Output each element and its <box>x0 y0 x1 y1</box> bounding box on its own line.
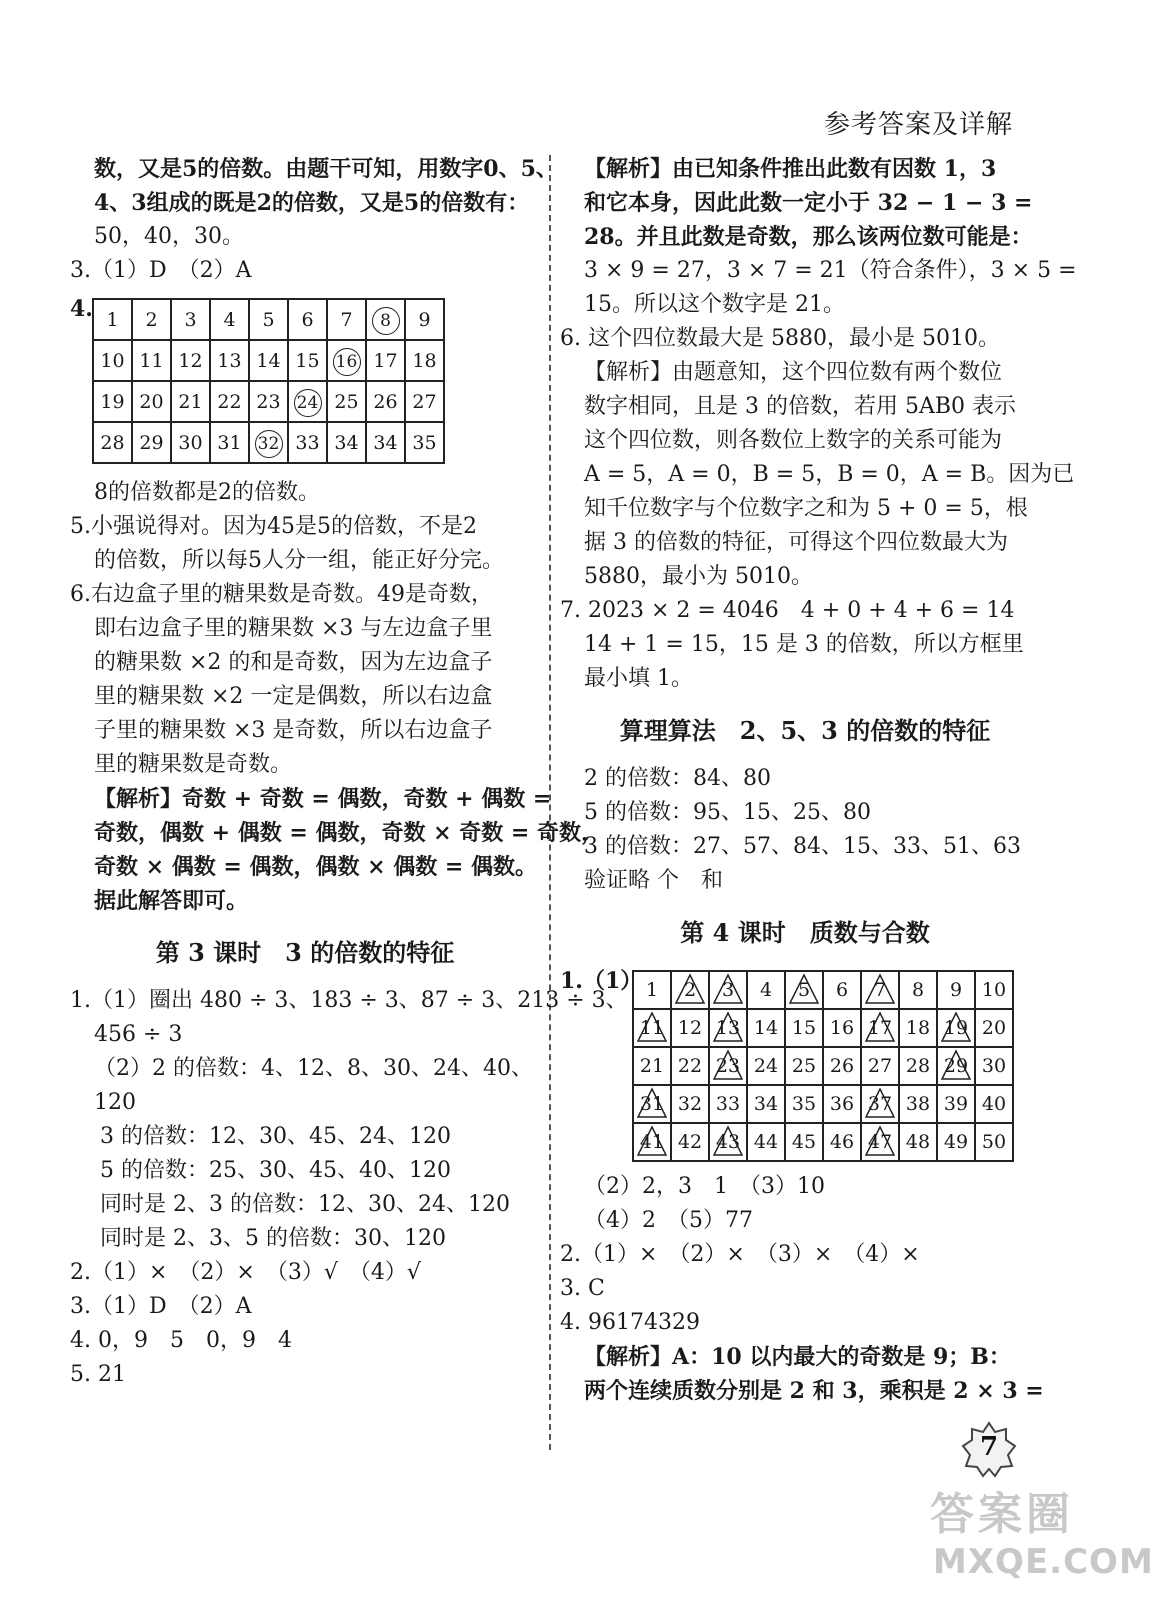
grid-cell <box>937 1085 975 1123</box>
grid-cell <box>861 1047 899 1085</box>
grid-cell <box>899 971 937 1009</box>
grid-row <box>93 381 444 422</box>
cell-number: 4 <box>759 979 773 1001</box>
grid-cell <box>405 381 444 422</box>
analysis-text: 奇数 × 偶数 = 偶数，偶数 × 偶数 = 偶数。 <box>94 854 538 880</box>
answer-item: 6.右边盒子里的糖果数是奇数。49是奇数， <box>70 582 493 607</box>
cell-number: 11 <box>639 1017 665 1039</box>
cell-number: 41 <box>639 1131 665 1153</box>
grid-cell <box>93 381 132 422</box>
answer-text: 同时是 2、3、5 的倍数：30、120 <box>100 1226 446 1251</box>
grid-cell <box>405 340 444 381</box>
cell-number: 7 <box>873 979 887 1001</box>
cell-number: 1 <box>645 979 659 1001</box>
grid-cell <box>327 381 366 422</box>
grid-cell <box>171 299 210 340</box>
grid-cell <box>93 299 132 340</box>
cell-number: 14 <box>256 349 281 372</box>
grid-cell <box>747 1123 785 1161</box>
answer-item: 5.小强说得对。因为45是5的倍数，不是2 <box>70 514 477 539</box>
watermark-text: 答案圈 <box>930 1489 1074 1540</box>
cell-number: 36 <box>829 1093 855 1115</box>
cell-number: 34 <box>334 431 359 454</box>
multiples-grid-block <box>70 292 540 470</box>
analysis-text: 据 3 的倍数的特征，可得这个四位数最大为 <box>584 530 1008 555</box>
watermark <box>925 1470 1154 1590</box>
grid-cell <box>366 299 405 340</box>
grid-cell <box>633 971 671 1009</box>
analysis-text: 和它本身，因此此数一定小于 32 − 1 − 3 = <box>584 190 1033 216</box>
answer-item-number: 4. <box>70 296 93 322</box>
grid-cell <box>671 1009 709 1047</box>
answer-text: （2）2，3 1 （3）10 <box>584 1174 825 1199</box>
watermark-url: MXQE.COM <box>933 1542 1154 1582</box>
grid-row <box>633 971 1013 1009</box>
cell-number: 8 <box>911 979 925 1001</box>
cell-number: 24 <box>753 1055 779 1077</box>
answer-text: 验证略 个 和 <box>584 868 723 893</box>
grid-cell <box>132 381 171 422</box>
cell-number: 40 <box>981 1093 1007 1115</box>
analysis-text: 【解析】由题意知，这个四位数有两个数位 <box>584 360 1003 385</box>
analysis-text: 【解析】奇数 + 奇数 = 偶数，奇数 + 偶数 = <box>94 786 552 812</box>
section-heading: 第 4 课时 质数与合数 <box>680 918 930 947</box>
cell-number: 12 <box>677 1017 703 1039</box>
cell-number: 17 <box>373 349 398 372</box>
cell-number: 3 <box>721 979 735 1001</box>
grid-cell <box>327 299 366 340</box>
grid-cell <box>405 422 444 463</box>
cell-number: 18 <box>412 349 437 372</box>
cell-number: 6 <box>301 308 314 331</box>
analysis-text: 28。并且此数是奇数，那么该两位数可能是： <box>584 224 1033 250</box>
grid-row <box>93 340 444 381</box>
prime-cell <box>633 1009 671 1047</box>
analysis-text: 这个四位数，则各数位上数字的关系可能为 <box>584 428 1003 453</box>
prime-cell <box>861 971 899 1009</box>
grid-row <box>633 1085 1013 1123</box>
cell-number: 5 <box>797 979 811 1001</box>
grid-cell <box>823 971 861 1009</box>
cell-number: 11 <box>139 349 164 372</box>
cell-number: 44 <box>753 1131 779 1153</box>
grid-cell <box>132 340 171 381</box>
answer-text: 的倍数，所以每5人分一组，能正好分完。 <box>94 548 504 573</box>
grid-cell <box>899 1009 937 1047</box>
answer-text: 的糖果数 ×2 的和是奇数，因为左边盒子 <box>94 650 493 675</box>
cell-number: 29 <box>943 1055 969 1077</box>
grid-cell <box>823 1085 861 1123</box>
analysis-text: 5880，最小为 5010。 <box>584 564 813 589</box>
prime-cell <box>709 1047 747 1085</box>
grid-cell <box>249 381 288 422</box>
prime-cell <box>633 1085 671 1123</box>
grid-cell <box>366 340 405 381</box>
cell-number: 35 <box>791 1093 817 1115</box>
cell-number: 30 <box>981 1055 1007 1077</box>
answer-text: 3 的倍数：12、30、45、24、120 <box>100 1124 451 1149</box>
analysis-text: A = 5，A = 0，B = 5，B = 0，A = B。因为已 <box>584 462 1075 487</box>
prime-cell <box>709 971 747 1009</box>
answer-text: 里的糖果数 ×2 一定是偶数，所以右边盒 <box>94 684 493 709</box>
answer-item: 2.（1）× （2）× （3）√ （4）√ <box>70 1260 421 1285</box>
grid-cell <box>171 340 210 381</box>
cell-number: 39 <box>943 1093 969 1115</box>
circled-number: 16 <box>333 348 361 376</box>
analysis-text: 数字相同，且是 3 的倍数，若用 5AB0 表示 <box>584 394 1017 419</box>
right-column <box>560 152 1077 1408</box>
grid-cell <box>975 1085 1013 1123</box>
answer-item: 7. 2023 × 2 = 4046 4 + 0 + 4 + 6 = 14 <box>560 598 1015 623</box>
cell-number: 27 <box>867 1055 893 1077</box>
cell-number: 26 <box>829 1055 855 1077</box>
answer-text: 50，40，30。 <box>94 224 244 249</box>
grid-cell <box>93 422 132 463</box>
analysis-text: 奇数，偶数 + 偶数 = 偶数，奇数 × 奇数 = 奇数， <box>94 820 604 846</box>
grid-cell <box>823 1009 861 1047</box>
cell-number: 7 <box>340 308 353 331</box>
answer-item: 1.（1）圈出 480 ÷ 3、183 ÷ 3、87 ÷ 3、213 ÷ 3、 <box>70 988 628 1013</box>
cell-number: 34 <box>373 431 398 454</box>
cell-number: 18 <box>905 1017 931 1039</box>
cell-number: 19 <box>100 390 125 413</box>
grid-cell <box>709 1085 747 1123</box>
answer-item: 4. 96174329 <box>560 1310 700 1335</box>
cell-number: 47 <box>867 1131 893 1153</box>
prime-cell <box>709 1009 747 1047</box>
grid-row <box>633 1123 1013 1161</box>
cell-number: 4 <box>223 308 236 331</box>
grid-cell <box>937 971 975 1009</box>
cell-number: 12 <box>178 349 203 372</box>
grid-cell <box>785 1009 823 1047</box>
cell-number: 34 <box>753 1093 779 1115</box>
page-number: 7 <box>979 1432 999 1462</box>
answer-text: （2）2 的倍数：4、12、8、30、24、40、 <box>94 1056 533 1081</box>
cell-number: 22 <box>677 1055 703 1077</box>
number-grid-1-50 <box>632 970 1014 1162</box>
grid-cell <box>327 422 366 463</box>
cell-number: 10 <box>981 979 1007 1001</box>
answer-item: 3.（1）D （2）A <box>70 258 252 283</box>
grid-cell <box>366 422 405 463</box>
section-heading: 第 3 课时 3 的倍数的特征 <box>155 938 455 967</box>
cell-number: 2 <box>145 308 158 331</box>
cell-number: 31 <box>217 431 242 454</box>
answer-text: 5 的倍数：25、30、45、40、120 <box>100 1158 451 1183</box>
cell-number: 30 <box>178 431 203 454</box>
prime-cell <box>785 971 823 1009</box>
cell-number: 33 <box>715 1093 741 1115</box>
cell-number: 20 <box>139 390 164 413</box>
answer-text: 456 ÷ 3 <box>94 1022 183 1047</box>
cell-number: 29 <box>139 431 164 454</box>
grid-cell <box>823 1123 861 1161</box>
cell-number: 38 <box>905 1093 931 1115</box>
cell-number: 9 <box>418 308 431 331</box>
grid-cell <box>132 422 171 463</box>
answer-text: （4）2 （5）77 <box>584 1208 753 1233</box>
cell-number: 16 <box>829 1017 855 1039</box>
grid-cell <box>747 971 785 1009</box>
answer-text: 120 <box>94 1090 136 1115</box>
answer-text: 同时是 2、3 的倍数：12、30、24、120 <box>100 1192 510 1217</box>
answer-text: 8的倍数都是2的倍数。 <box>94 480 320 505</box>
answer-item: 2.（1）× （2）× （3）× （4）× <box>560 1242 920 1267</box>
cell-number: 25 <box>334 390 359 413</box>
prime-cell <box>861 1123 899 1161</box>
prime-cell <box>937 1047 975 1085</box>
grid-cell <box>288 422 327 463</box>
grid-cell <box>899 1123 937 1161</box>
cell-number: 32 <box>677 1093 703 1115</box>
cell-number: 49 <box>943 1131 969 1153</box>
cell-number: 9 <box>949 979 963 1001</box>
answer-item: 3. C <box>560 1276 605 1301</box>
cell-number: 35 <box>412 431 437 454</box>
cell-number: 50 <box>981 1131 1007 1153</box>
prime-grid-block <box>560 964 1050 1164</box>
grid-cell <box>210 340 249 381</box>
grid-cell <box>975 1009 1013 1047</box>
grid-cell <box>249 299 288 340</box>
cell-number: 3 <box>184 308 197 331</box>
cell-number: 27 <box>412 390 437 413</box>
answer-text: 3 的倍数：27、57、84、15、33、51、63 <box>584 834 1021 859</box>
answer-text: 即右边盒子里的糖果数 ×3 与左边盒子里 <box>94 616 493 641</box>
analysis-text: 知千位数字与个位数字之和为 5 + 0 = 5，根 <box>584 496 1028 521</box>
grid-cell <box>747 1085 785 1123</box>
grid-cell <box>671 1123 709 1161</box>
cell-number: 42 <box>677 1131 703 1153</box>
cell-number: 19 <box>943 1017 969 1039</box>
cell-number: 31 <box>639 1093 665 1115</box>
grid-cell <box>671 1085 709 1123</box>
grid-cell <box>249 422 288 463</box>
answer-text: 最小填 1。 <box>584 666 693 691</box>
grid-cell <box>132 299 171 340</box>
grid-cell <box>288 381 327 422</box>
prime-cell <box>709 1123 747 1161</box>
grid-cell <box>171 381 210 422</box>
grid-row <box>633 1009 1013 1047</box>
grid-cell <box>210 299 249 340</box>
cell-number: 37 <box>867 1093 893 1115</box>
cell-number: 25 <box>791 1055 817 1077</box>
grid-cell <box>785 1085 823 1123</box>
grid-cell <box>975 1123 1013 1161</box>
circled-number: 8 <box>372 307 400 335</box>
cell-number: 15 <box>791 1017 817 1039</box>
answer-text: 数，又是5的倍数。由题干可知，用数字0、5、 <box>94 156 558 182</box>
cell-number: 26 <box>373 390 398 413</box>
cell-number: 1 <box>106 308 119 331</box>
cell-number: 28 <box>100 431 125 454</box>
cell-number: 21 <box>178 390 203 413</box>
cell-number: 20 <box>981 1017 1007 1039</box>
cell-number: 46 <box>829 1131 855 1153</box>
grid-row <box>93 299 444 340</box>
cell-number: 15 <box>295 349 320 372</box>
answer-item: 5. 21 <box>70 1362 126 1387</box>
grid-cell <box>288 340 327 381</box>
grid-cell <box>823 1047 861 1085</box>
answer-item: 3.（1）D （2）A <box>70 1294 252 1319</box>
page-header-title: 参考答案及详解 <box>823 110 1013 140</box>
grid-cell <box>975 1047 1013 1085</box>
number-grid-1-35 <box>92 298 445 464</box>
cell-number: 14 <box>753 1017 779 1039</box>
analysis-text: 15。所以这个数字是 21。 <box>584 292 845 317</box>
analysis-text: 【解析】由已知条件推出此数有因数 1，3 <box>584 156 997 182</box>
cell-number: 23 <box>256 390 281 413</box>
prime-cell <box>937 1009 975 1047</box>
analysis-text: 【解析】A：10 以内最大的奇数是 9；B： <box>584 1344 1011 1370</box>
grid-cell <box>93 340 132 381</box>
grid-cell <box>671 1047 709 1085</box>
answer-item: 4. 0，9 5 0，9 4 <box>70 1328 292 1353</box>
grid-cell <box>249 340 288 381</box>
cell-number: 22 <box>217 390 242 413</box>
grid-cell <box>747 1009 785 1047</box>
cell-number: 10 <box>100 349 125 372</box>
grid-cell <box>210 381 249 422</box>
prime-cell <box>671 971 709 1009</box>
grid-cell <box>937 1123 975 1161</box>
grid-cell <box>975 971 1013 1009</box>
grid-cell <box>899 1085 937 1123</box>
cell-number: 21 <box>639 1055 665 1077</box>
circled-number: 32 <box>255 430 283 458</box>
circled-number: 24 <box>294 389 322 417</box>
answer-text: 14 + 1 = 15，15 是 3 的倍数，所以方框里 <box>584 632 1024 657</box>
cell-number: 2 <box>683 979 697 1001</box>
cell-number: 28 <box>905 1055 931 1077</box>
grid-cell <box>633 1047 671 1085</box>
answer-text: 5 的倍数：95、15、25、80 <box>584 800 871 825</box>
grid-cell <box>785 1047 823 1085</box>
cell-number: 23 <box>715 1055 741 1077</box>
cell-number: 13 <box>217 349 242 372</box>
analysis-text: 据此解答即可。 <box>94 888 249 914</box>
grid-row <box>93 422 444 463</box>
section-heading: 算理算法 2、5、3 的倍数的特征 <box>619 716 991 745</box>
cell-number: 43 <box>715 1131 741 1153</box>
cell-number: 48 <box>905 1131 931 1153</box>
grid-cell <box>366 381 405 422</box>
cell-number: 17 <box>867 1017 893 1039</box>
grid-cell <box>210 422 249 463</box>
grid-cell <box>327 340 366 381</box>
answer-text: 子里的糖果数 ×3 是奇数，所以右边盒子 <box>94 718 493 743</box>
grid-cell <box>785 1123 823 1161</box>
prime-cell <box>633 1123 671 1161</box>
cell-number: 13 <box>715 1017 741 1039</box>
grid-cell <box>899 1047 937 1085</box>
answer-item: 6. 这个四位数最大是 5880，最小是 5010。 <box>560 326 1000 351</box>
analysis-text: 两个连续质数分别是 2 和 3，乘积是 2 × 3 = <box>584 1378 1044 1404</box>
cell-number: 33 <box>295 431 320 454</box>
answer-text: 里的糖果数是奇数。 <box>94 752 293 777</box>
grid-cell <box>288 299 327 340</box>
answer-text: 2 的倍数：84、80 <box>584 766 771 791</box>
grid-cell <box>405 299 444 340</box>
answer-item-number: 1.（1） <box>560 968 643 994</box>
grid-cell <box>747 1047 785 1085</box>
prime-cell <box>861 1085 899 1123</box>
cell-number: 45 <box>791 1131 817 1153</box>
grid-cell <box>171 422 210 463</box>
analysis-text: 3 × 9 = 27，3 × 7 = 21（符合条件），3 × 5 = <box>584 258 1077 283</box>
cell-number: 5 <box>262 308 275 331</box>
cell-number: 6 <box>835 979 849 1001</box>
grid-row <box>633 1047 1013 1085</box>
answer-text: 4、3组成的既是2的倍数，又是5的倍数有： <box>94 190 530 216</box>
prime-cell <box>861 1009 899 1047</box>
